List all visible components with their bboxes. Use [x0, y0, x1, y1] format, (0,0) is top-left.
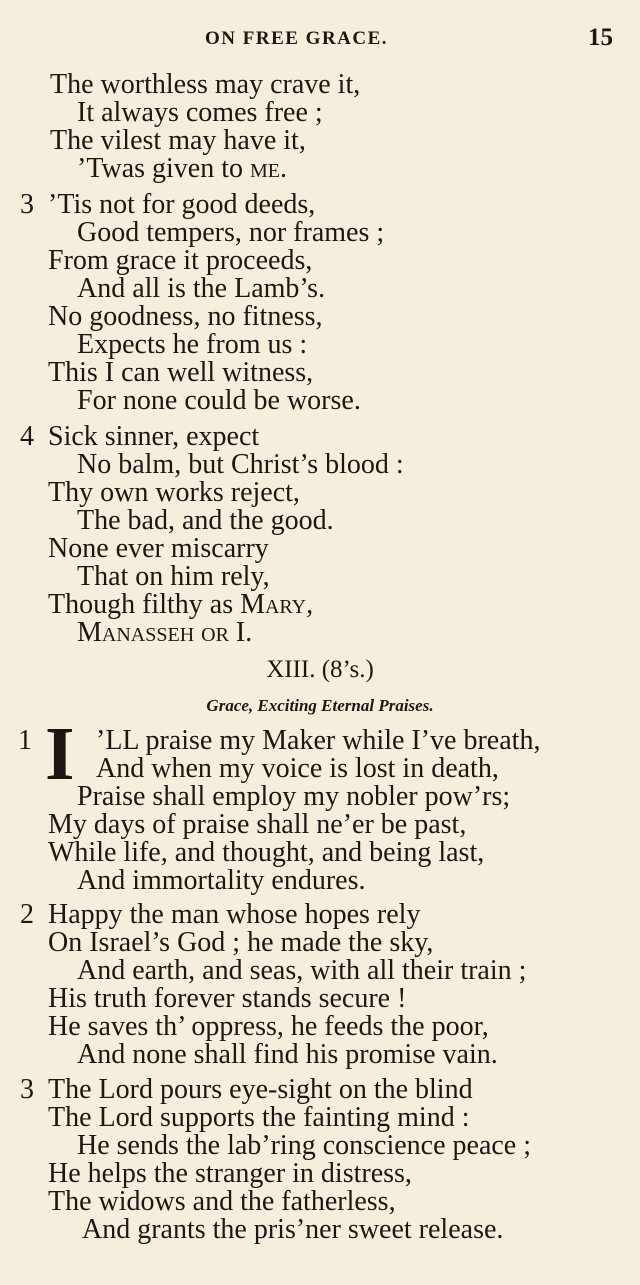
verse-line: The widows and the fatherless, — [48, 1186, 396, 1217]
verse-line: Sick sinner, expect — [48, 421, 260, 452]
stanza-number: 3 — [20, 1074, 34, 1105]
verse-line: Manasseh or I. — [77, 617, 253, 648]
verse-line: On Israel’s God ; he made the sky, — [48, 927, 434, 958]
verse-line: It always comes free ; — [77, 97, 323, 128]
verse-line: The vilest may have it, — [50, 125, 306, 156]
verse-line: The bad, and the good. — [77, 505, 334, 536]
verse-line: Praise shall employ my nobler pow’rs; — [77, 781, 511, 812]
verse-line: Good tempers, nor frames ; — [77, 217, 385, 248]
stanza-number: 3 — [20, 189, 34, 220]
hymn-meter: (8’s.) — [321, 656, 374, 683]
verse-line: Expects he from us : — [77, 329, 308, 360]
verse-line: While life, and thought, and being last, — [48, 837, 485, 868]
verse-line: Thy own works reject, — [48, 477, 300, 508]
verse-line: He saves th’ oppress, he feeds the poor, — [48, 1011, 489, 1042]
page-header — [0, 24, 640, 56]
verse-line: And earth, and seas, with all their train ; — [77, 955, 527, 986]
verse-line: The Lord pours eye-sight on the blind — [48, 1074, 473, 1105]
drop-cap: I — [45, 712, 75, 796]
hymn-title — [0, 656, 640, 684]
verse-line: The Lord supports the fainting mind : — [48, 1102, 470, 1133]
page-number: 15 — [588, 24, 613, 51]
verse-line: None ever miscarry — [48, 533, 269, 564]
verse-line: And when my voice is lost in death, — [96, 753, 499, 784]
verse-line: For none could be worse. — [77, 385, 361, 416]
verse-line: Happy the man whose hopes rely — [48, 899, 421, 930]
verse-line: This I can well witness, — [48, 357, 314, 388]
verse-line: And immortality endures. — [77, 865, 366, 896]
verse-line: From grace it proceeds, — [48, 245, 313, 276]
stanza-number: 2 — [20, 899, 34, 930]
verse-line: ’LL praise my Maker while I’ve breath, — [96, 725, 541, 756]
running-head: ON FREE GRACE. — [205, 28, 389, 49]
verse-line: That on him rely, — [77, 561, 270, 592]
verse-line: ’Twas given to me. — [77, 153, 288, 184]
verse-line: And grants the pris’ner sweet release. — [82, 1214, 504, 1245]
stanza-number: 1 — [18, 725, 32, 756]
verse-line: He helps the stranger in distress, — [48, 1158, 412, 1189]
verse-line: He sends the lab’ring conscience peace ; — [77, 1130, 532, 1161]
verse-line: And none shall find his promise vain. — [77, 1039, 498, 1070]
verse-line: ’Tis not for good deeds, — [48, 189, 316, 220]
verse-line: My days of praise shall ne’er be past, — [48, 809, 467, 840]
verse-line: And all is the Lamb’s. — [77, 273, 326, 304]
verse-line: Though filthy as Mary, — [48, 589, 314, 620]
verse-line: The worthless may crave it, — [50, 69, 361, 100]
stanza-number: 4 — [20, 421, 34, 452]
hymn-subtitle: Grace, Exciting Eternal Praises. — [206, 696, 434, 715]
verse-line: No goodness, no fitness, — [48, 301, 323, 332]
hymn-number: XIII. — [266, 656, 316, 683]
verse-line: His truth forever stands secure ! — [48, 983, 407, 1014]
verse-line: No balm, but Christ’s blood : — [77, 449, 404, 480]
